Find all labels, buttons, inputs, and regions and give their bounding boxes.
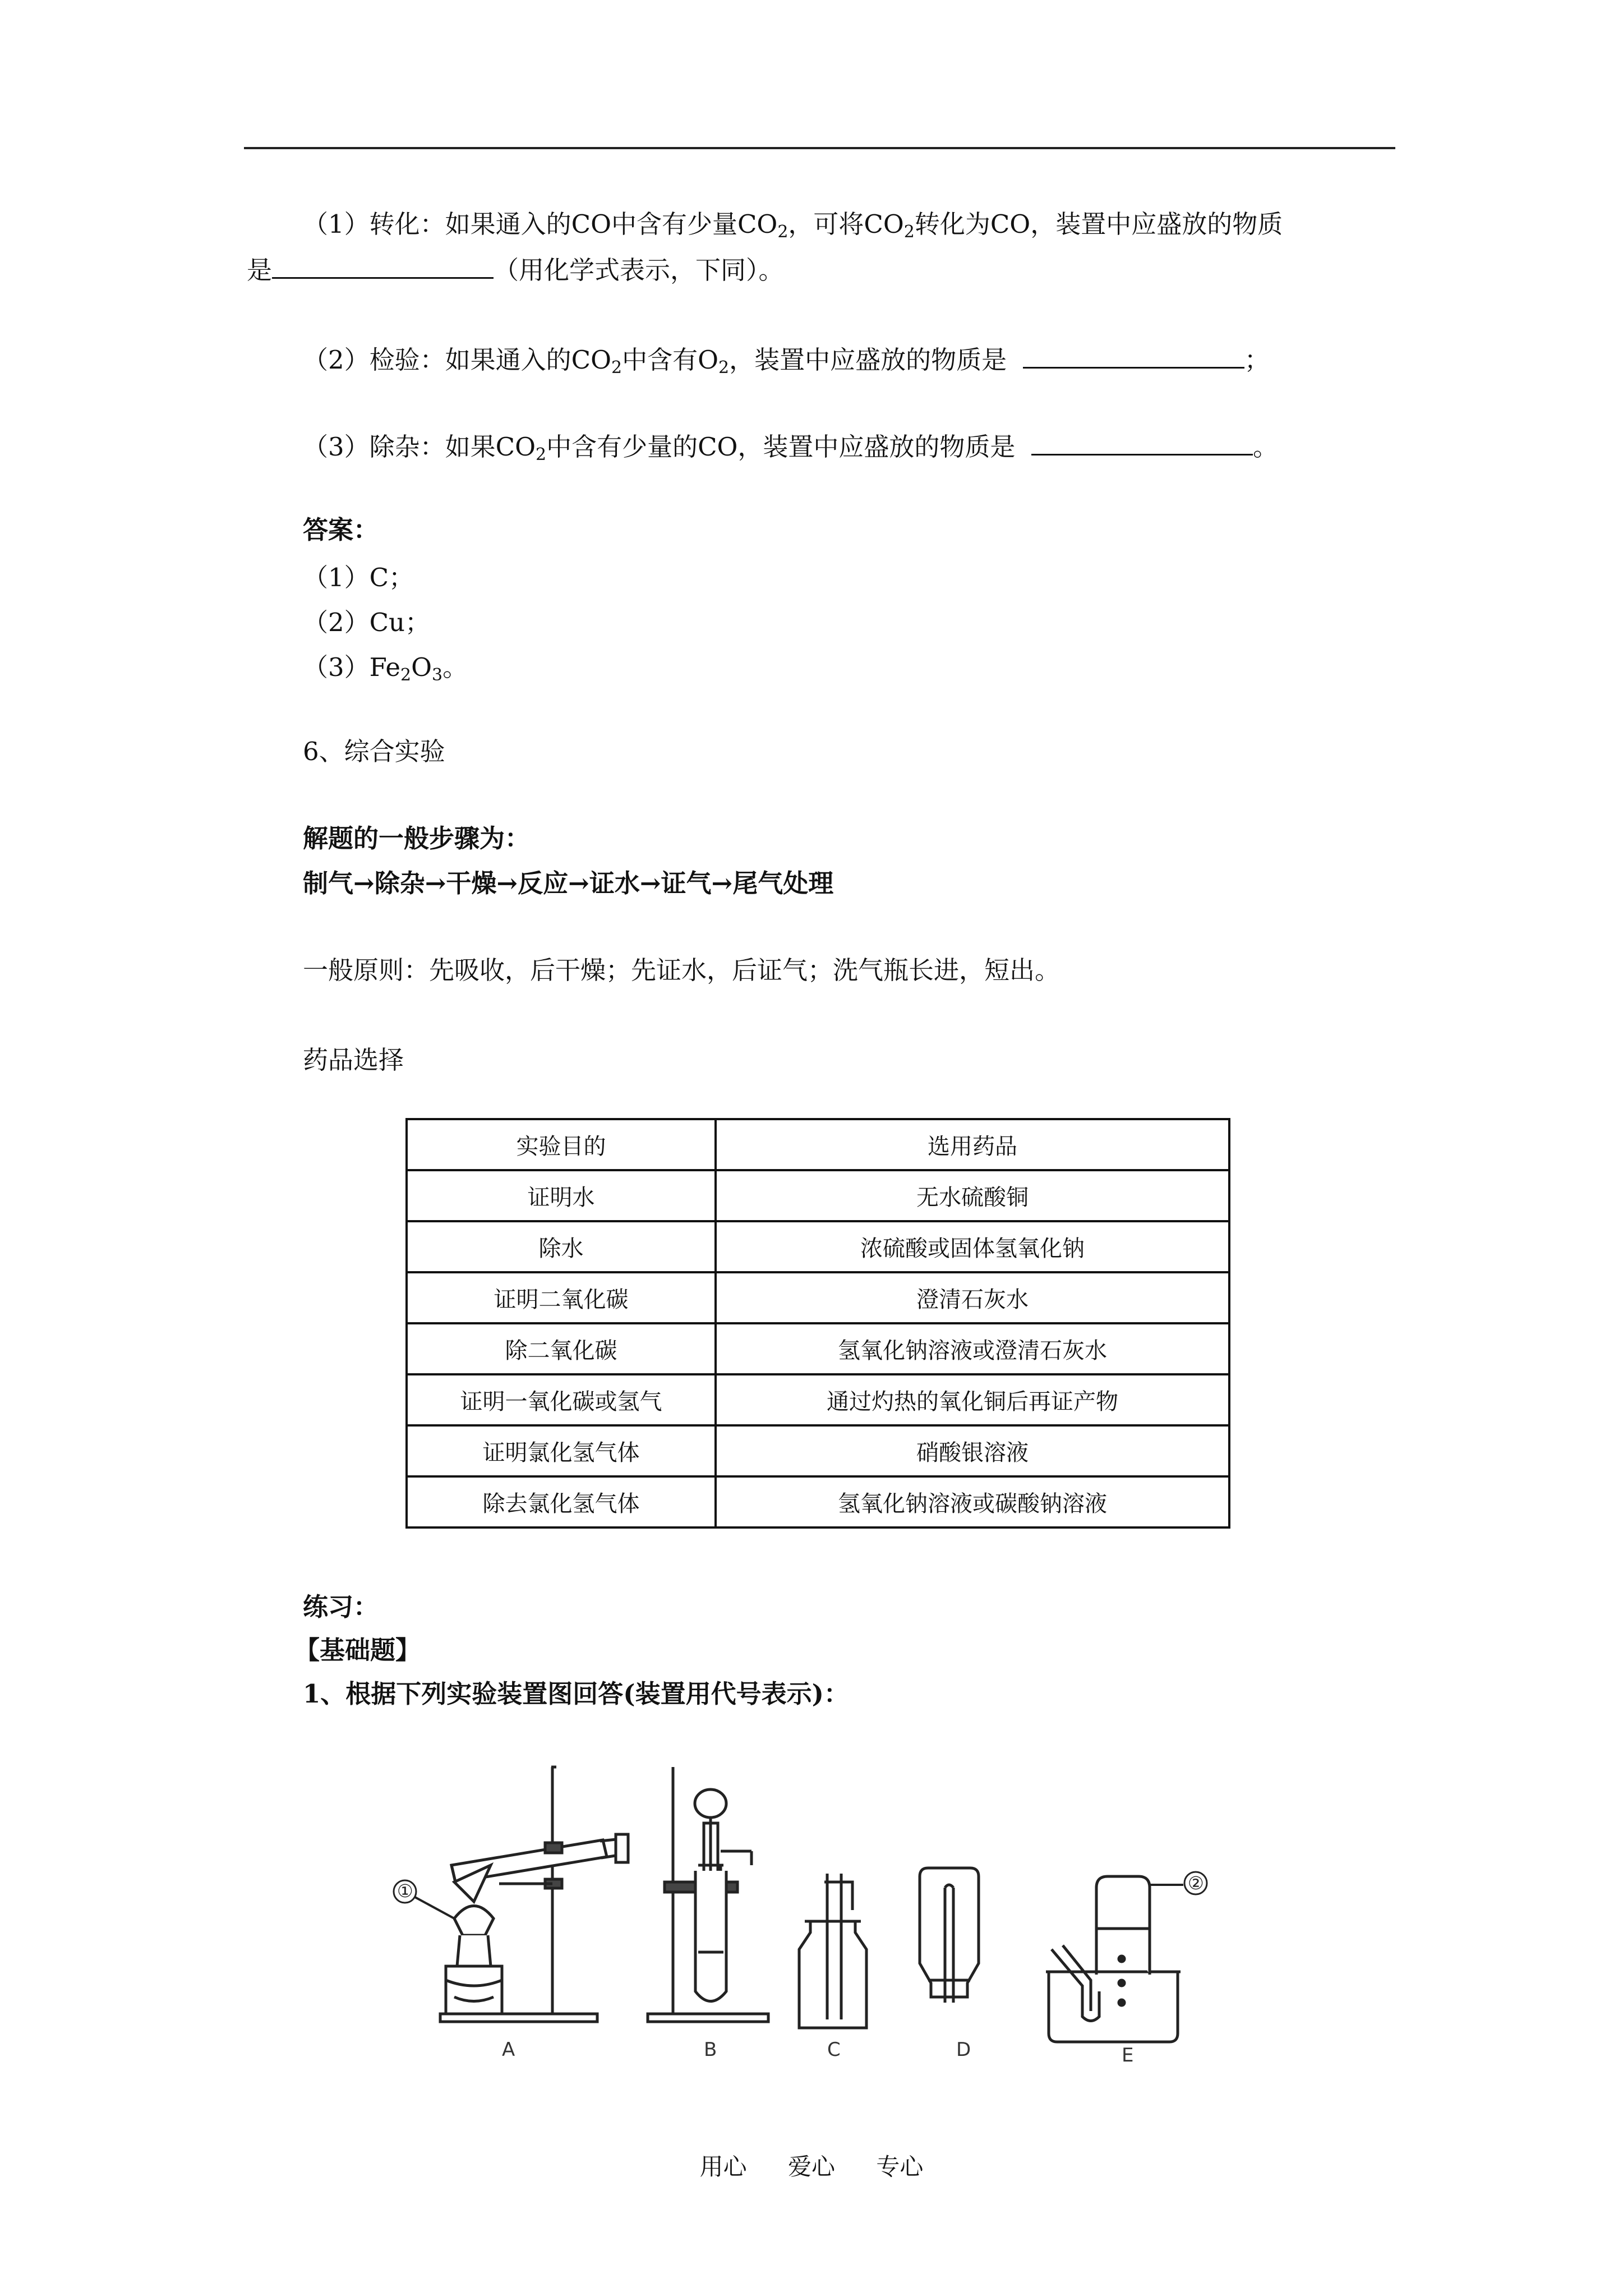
marker-1: ① xyxy=(397,1880,413,1902)
answer-2: （2）Cu； xyxy=(303,608,431,637)
table-row xyxy=(407,1374,1229,1425)
table-header-cell: 选用药品 xyxy=(716,1119,1229,1170)
marker-2: ② xyxy=(1188,1872,1204,1894)
answer-title: 答案： xyxy=(303,515,379,545)
table-cell: 氢氧化钠溶液或澄清石灰水 xyxy=(716,1323,1229,1374)
drug-selection-title: 药品选择 xyxy=(303,1045,404,1075)
apparatus-d xyxy=(920,1868,979,2003)
answer-blank[interactable] xyxy=(1031,429,1253,455)
table-cell: 证明一氧化碳或氢气 xyxy=(407,1374,716,1425)
question-3: （3）除杂：如果$CO_2$中含有少量的CO，装置中应盛放的物质是 。 xyxy=(303,429,1278,464)
basic-title: 【基础题】 xyxy=(294,1635,421,1665)
question-1-prompt: 1、根据下列实验装置图回答(装置用代号表示)： xyxy=(303,1679,849,1709)
table-cell: 证明二氧化碳 xyxy=(407,1272,716,1323)
answer-3: $(3)Fe_2O_3$。 xyxy=(303,652,468,685)
label-b: B xyxy=(704,2039,717,2061)
steps-sequence: 制气→除杂→干燥→反应→证水→证气→尾气处理 xyxy=(303,868,834,898)
table-cell: 通过灼热的氧化铜后再证产物 xyxy=(716,1374,1229,1425)
apparatus-figure xyxy=(393,1750,1234,2064)
apparatus-b xyxy=(648,1767,768,2022)
apparatus-a xyxy=(394,1767,628,2022)
table-cell: 除水 xyxy=(407,1221,716,1272)
table-cell: 除去氯化氢气体 xyxy=(407,1476,716,1527)
table-row xyxy=(407,1272,1229,1323)
steps-title: 解题的一般步骤为： xyxy=(303,823,531,853)
table-cell: 证明氯化氢气体 xyxy=(407,1425,716,1476)
label-d: D xyxy=(956,2039,971,2061)
question-2: （2）检验：如果通入的$CO_2$中含有$O_2$，装置中应盛放的物质是 ； xyxy=(303,342,1270,377)
footer-text: 爱心 xyxy=(787,2153,835,2180)
table-row xyxy=(407,1170,1229,1221)
table-row xyxy=(407,1425,1229,1476)
question-1-line2: 是 （用化学式表示，下同）。 xyxy=(247,252,784,287)
table-header-cell: 实验目的 xyxy=(407,1119,716,1170)
table-cell: 硝酸银溶液 xyxy=(716,1425,1229,1476)
label-e: E xyxy=(1122,2044,1134,2064)
table-header-row xyxy=(407,1119,1229,1170)
table-cell: 除二氧化碳 xyxy=(407,1323,716,1374)
question-1-line1: （1）转化：如果通入的CO中含有少量$CO_2$，可将$CO_2$转化为CO，装置中应盛放的物质 xyxy=(303,209,1283,242)
table-row xyxy=(407,1476,1229,1527)
footer-text: 用心 xyxy=(699,2153,747,2180)
apparatus-c xyxy=(799,1874,866,2028)
table-row xyxy=(407,1221,1229,1272)
footer-text: 专心 xyxy=(876,2153,924,2180)
table-cell: 证明水 xyxy=(407,1170,716,1221)
page-footer xyxy=(0,2148,1623,2182)
answer-blank[interactable] xyxy=(1023,342,1244,369)
table-cell: 澄清石灰水 xyxy=(716,1272,1229,1323)
practice-title: 练习： xyxy=(303,1592,379,1622)
label-a: A xyxy=(502,2039,515,2061)
header-rule xyxy=(244,147,1395,149)
table-cell: 浓硫酸或固体氢氧化钠 xyxy=(716,1221,1229,1272)
answer-blank[interactable] xyxy=(272,252,494,279)
table-cell: 无水硫酸铜 xyxy=(716,1170,1229,1221)
drug-table xyxy=(405,1118,1230,1529)
general-principle: 一般原则：先吸收，后干燥；先证水，后证气；洗气瓶长进，短出。 xyxy=(303,955,1061,985)
answer-1: （1）C； xyxy=(303,563,414,592)
table-cell: 氢氧化钠溶液或碳酸钠溶液 xyxy=(716,1476,1229,1527)
apparatus-e xyxy=(1046,1872,1207,2042)
label-c: C xyxy=(827,2039,841,2061)
table-row xyxy=(407,1323,1229,1374)
section-6-heading: 6、综合实验 xyxy=(303,737,445,766)
